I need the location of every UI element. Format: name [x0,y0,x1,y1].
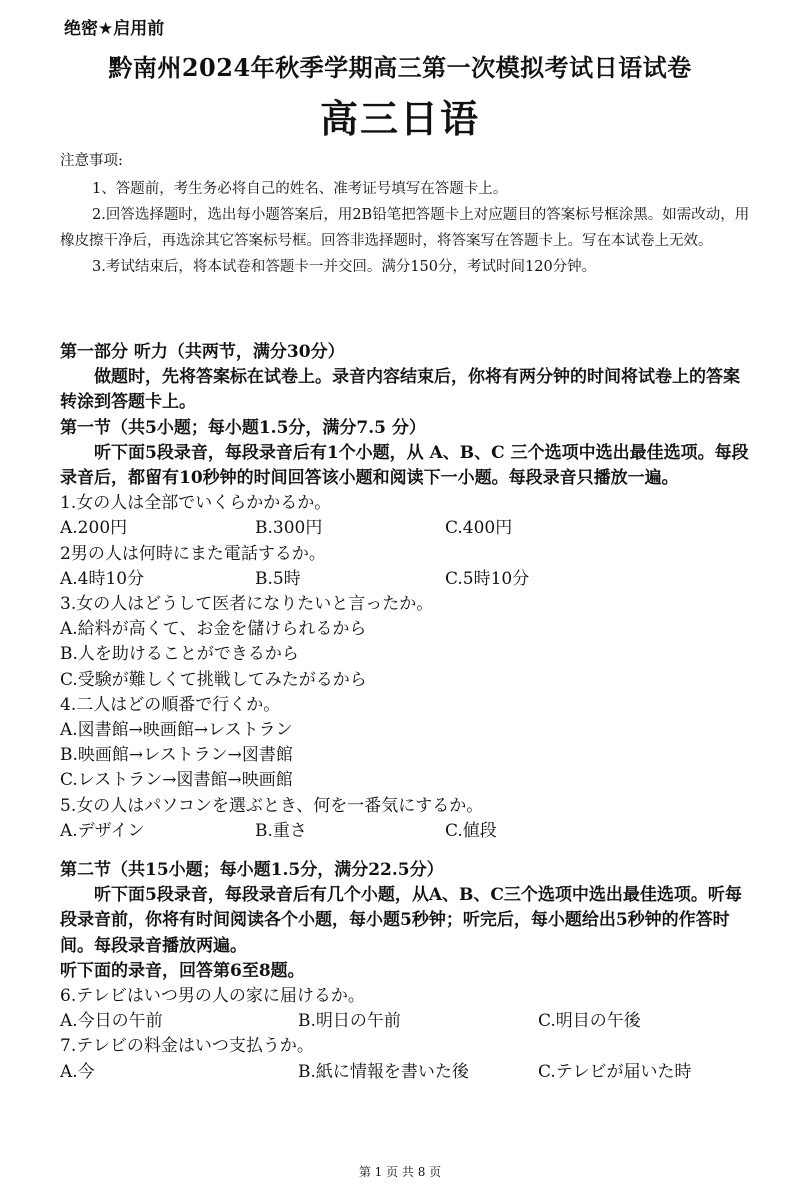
option-a: A.今日の午前 [60,1011,163,1032]
option-a: A.200円 [60,518,128,539]
option-a: A.給料が高くて、お金を儲けられるから [60,619,367,640]
question-4: 4.二人はどの順番で行くか。 [60,694,281,715]
option-b: B.紙に情報を書いた後 [298,1061,469,1082]
section2-sub-instruction: 听下面的录音，回答第6至8题。 [60,960,305,981]
part1-instruction: 做题时，先将答案标在试卷上。录音内容结束后，你将有两分钟的时间将试卷上的答案转涂到答题卡上。 [60,367,740,413]
notes-heading: 注意事项: [60,153,123,169]
question-6: 6.テレビはいつ男の人の家に届けるか。 [60,986,365,1007]
confidential-label: 绝密★启用前 [64,19,165,39]
option-c: C.明目の午後 [538,1011,641,1032]
note-item: 1、答题前，考生务必将自己的姓名、准考证号填写在答题卡上。 [92,181,508,197]
option-a: A.デザイン [60,820,145,841]
question-2-options [60,567,750,592]
option-b: B.明日の午前 [298,1011,401,1032]
option-b: B.5時 [255,568,301,589]
spacer [60,844,750,858]
question-7: 7.テレビの料金はいつ支払うか。 [60,1036,314,1057]
question-5-options [60,819,750,844]
question-1: 1.女の人は全部でいくらかかるか。 [60,493,332,514]
option-c: C.レストラン→図書館→映画館 [60,770,293,791]
notes-section [60,148,760,280]
option-b: B.映画館→レストラン→図書館 [60,745,293,766]
exam-subtitle: 高三日语 [319,96,480,141]
option-c: C.テレビが届いた時 [538,1061,692,1082]
section1-heading: 第一节（共5小题；每小题1.5分，满分7.5 分） [60,417,426,438]
listening-part [60,340,750,1085]
section1-instruction: 听下面5段录音，每段录音后有1个小题，从 A、B、C 三个选项中选出最佳选项。每段录音后，都留有10秒钟的时间回答该小题和阅读下一小题。每段录音只播放一遍。 [60,442,749,489]
question-2: 2男の人は何時にまた電話するか。 [60,543,326,564]
option-b: B.300円 [255,518,323,539]
note-item: 3.考试结束后，将本试卷和答题卡一并交回。满分150分，考试时间120分钟。 [92,259,597,275]
question-1-options [60,516,750,541]
question-3: 3.女の人はどうして医者になりたいと言ったか。 [60,594,434,615]
option-a: A.今 [60,1061,95,1082]
option-a: A.4時10分 [60,568,145,589]
option-c: C.値段 [445,820,497,841]
question-5: 5.女の人はパソコンを選ぶとき、何を一番気にするか。 [60,795,484,816]
option-c: C.5時10分 [445,568,530,589]
option-a: A.図書館→映画館→レストラン [60,720,293,741]
question-6-options [60,1009,750,1034]
note-item: 2.回答选择题时，选出每小题答案后，用2B铅笔把答题卡上对应题目的答案标号框涂黑。如需改动，用橡皮擦干净后，再选涂其它答案标号框。回答非选择题时，将答案写在答题卡上。写在本试卷上无效。 [60,207,750,249]
part1-heading: 第一部分 听力（共两节，满分30分） [60,342,345,362]
exam-title: 黔南州2024年秋季学期高三第一次模拟考试日语试卷 [108,53,692,82]
option-b: B.重さ [255,820,307,841]
question-7-options [60,1060,750,1085]
section2-heading: 第二节（共15小题；每小题1.5分，满分22.5分） [60,860,444,881]
option-c: C.受験が難しくて挑戦してみたがるから [60,669,367,690]
option-c: C.400円 [445,518,513,539]
option-b: B.人を助けることができるから [60,644,299,665]
page-number: 第 1 页 共 8 页 [358,1165,442,1179]
section2-instruction: 听下面5段录音，每段录音后有几个小题，从A、B、C三个选项中选出最佳选项。听每段录音前，你将有时间阅读各个小题，每小题5秒钟；听完后，每小题给出5秒钟的作答时间。每段录音播放两遍。 [60,885,742,956]
